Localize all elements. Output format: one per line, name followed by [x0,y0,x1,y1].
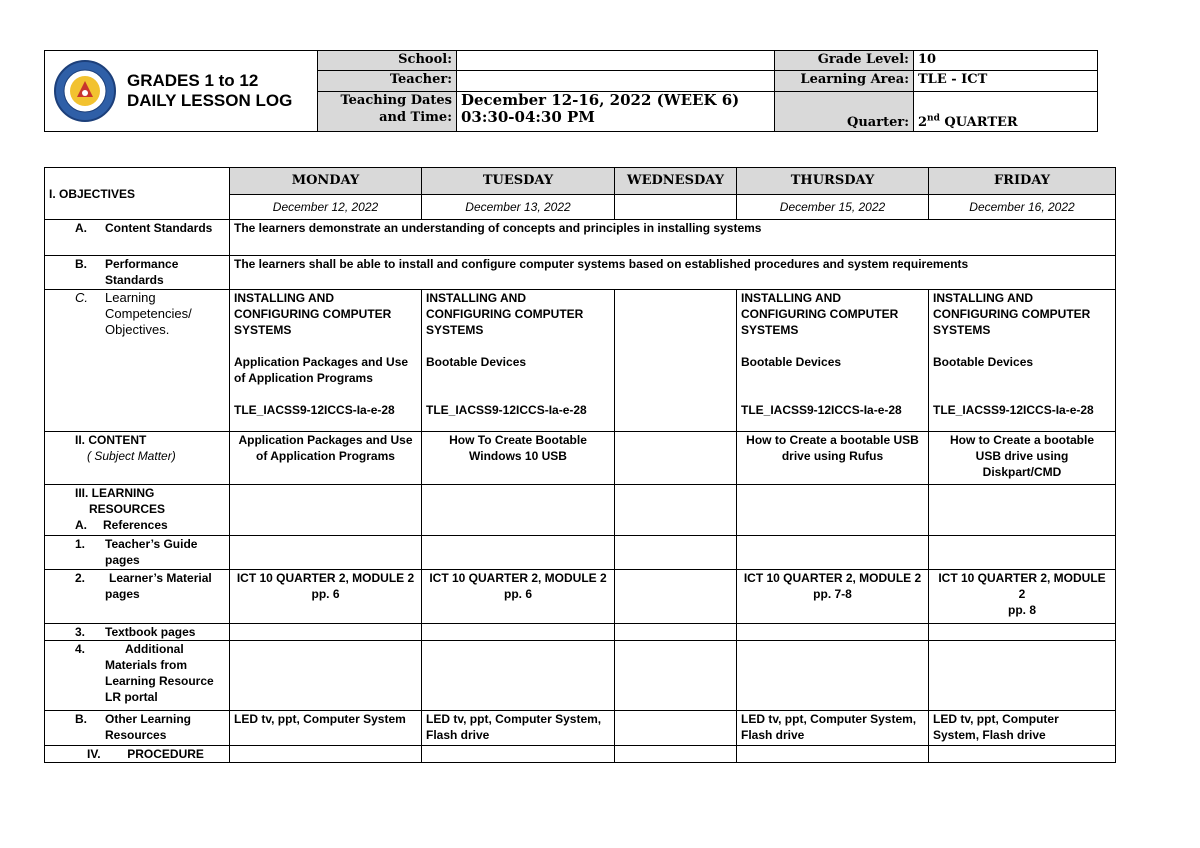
day-header-monday: MONDAY [230,168,422,195]
lm-thursday: ICT 10 QUARTER 2, MODULE 2 pp. 7-8 [737,570,929,624]
competency-wednesday [615,290,737,432]
content-tuesday: How To Create Bootable Windows 10 USB [422,432,615,485]
content-friday: How to Create a bootable USB drive using Diskpart/CMD [929,432,1116,485]
learning-area-value: TLE - ICT [914,71,1098,91]
performance-standards-text: The learners shall be able to install and configure computer systems based on established procedures and system requirements [230,256,1116,290]
lm-wednesday [615,570,737,624]
date-tuesday: December 13, 2022 [422,195,615,220]
day-header-friday: FRIDAY [929,168,1116,195]
textbook-pages-label: 3. Textbook pages [45,624,230,641]
school-label: School: [318,51,457,71]
deped-seal-icon [53,59,117,123]
date-thursday: December 15, 2022 [737,195,929,220]
content-standards-text: The learners demonstrate an understanding of concepts and principles in installing systems [230,220,1116,256]
day-header-thursday: THURSDAY [737,168,929,195]
competencies-label: C. Learning Competencies/ Objectives. [45,290,230,432]
performance-standards-label: B. Performance Standards [45,256,230,290]
competency-friday: INSTALLING AND CONFIGURING COMPUTER SYSTEMS Bootable Devices TLE_IACSS9-12ICCS-Ia-e-28 [929,290,1116,432]
procedure-label: IV. PROCEDURE [45,746,230,763]
title-line-2: DAILY LESSON LOG [127,91,293,110]
competency-thursday: INSTALLING AND CONFIGURING COMPUTER SYSTEMS Bootable Devices TLE_IACSS9-12ICCS-Ia-e-28 [737,290,929,432]
teaching-dates-label: Teaching Dates and Time: [318,91,457,132]
other-thursday: LED tv, ppt, Computer System, Flash drive [737,711,929,746]
lm-tuesday: ICT 10 QUARTER 2, MODULE 2 pp. 6 [422,570,615,624]
teacher-value [457,71,775,91]
school-value [457,51,775,71]
learning-resources-label: III. LEARNING RESOURCES A. References [45,485,230,536]
teachers-guide-label: 1. Teacher’s Guide pages [45,536,230,570]
quarter-label: Quarter: [775,91,914,132]
learners-material-label: 2. Learner’s Material pages [45,570,230,624]
other-friday: LED tv, ppt, Computer System, Flash drive [929,711,1116,746]
date-friday: December 16, 2022 [929,195,1116,220]
logo-title-cell [45,51,318,132]
date-monday: December 12, 2022 [230,195,422,220]
objectives-label: I. OBJECTIVES [45,168,230,220]
other-wednesday [615,711,737,746]
learning-area-label: Learning Area: [775,71,914,91]
date-wednesday [615,195,737,220]
day-header-tuesday: TUESDAY [422,168,615,195]
content-monday: Application Packages and Use of Application Programs [230,432,422,485]
competency-tuesday: INSTALLING AND CONFIGURING COMPUTER SYSTEMS Bootable Devices TLE_IACSS9-12ICCS-Ia-e-28 [422,290,615,432]
content-thursday: How to Create a bootable USB drive using Rufus [737,432,929,485]
other-tuesday: LED tv, ppt, Computer System, Flash drive [422,711,615,746]
other-monday: LED tv, ppt, Computer System [230,711,422,746]
day-header-wednesday: WEDNESDAY [615,168,737,195]
quarter-value: 2nd QUARTER [914,91,1098,132]
content-label: II. CONTENT ( Subject Matter) [45,432,230,485]
teaching-dates-value: December 12-16, 2022 (WEEK 6) 03:30-04:30 PM [457,91,775,132]
lm-friday: ICT 10 QUARTER 2, MODULE 2 pp. 8 [929,570,1116,624]
title-line-1: GRADES 1 to 12 [127,71,259,90]
header-table [44,50,1098,132]
additional-materials-label: 4. Additional Materials from Learning Resource LR portal [45,641,230,711]
lm-monday: ICT 10 QUARTER 2, MODULE 2 pp. 6 [230,570,422,624]
grade-level-value: 10 [914,51,1098,71]
teacher-label: Teacher: [318,71,457,91]
other-resources-label: B. Other Learning Resources [45,711,230,746]
lesson-log-table [44,167,1116,763]
content-wednesday [615,432,737,485]
competency-monday: INSTALLING AND CONFIGURING COMPUTER SYSTEMS Application Packages and Use of Application Programs TLE_IACSS9-12ICCS-Ia-e-28 [230,290,422,432]
grade-level-label: Grade Level: [775,51,914,71]
content-standards-label: A. Content Standards [45,220,230,256]
